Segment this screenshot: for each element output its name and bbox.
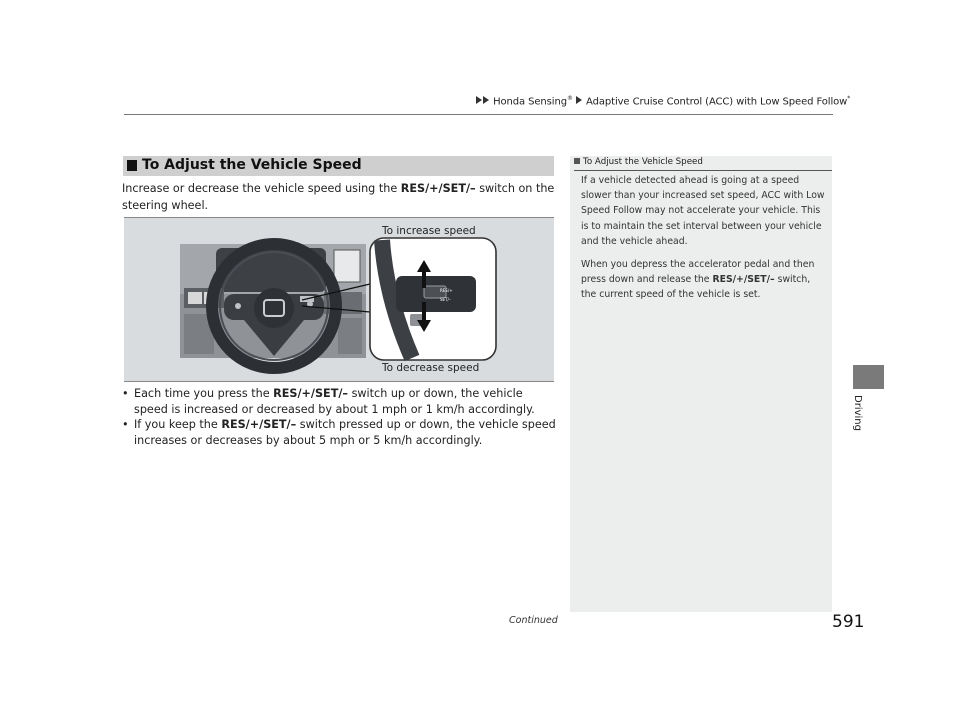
switch-name: RES/+/SET/–	[400, 182, 476, 195]
steering-wheel-figure	[124, 217, 554, 382]
footnote-mark: *	[847, 95, 851, 102]
chapter-tab-label: Driving	[852, 395, 863, 431]
breadcrumb	[476, 95, 850, 107]
page-number: 591	[832, 612, 865, 632]
bullet-item: • Each time you press the RES/+/SET/– switch up or down, the vehicle speed is increased or decreased by about 1 mph or 1 km/h accordingly.	[122, 386, 556, 417]
section-title: To Adjust the Vehicle Speed	[142, 157, 362, 173]
header-rule	[124, 114, 833, 115]
registered-mark: ®	[566, 95, 573, 102]
steering-wheel-illustration	[124, 218, 554, 381]
decrease-speed-label: To decrease speed	[382, 362, 480, 374]
note-marker-icon	[574, 158, 580, 164]
bullet-list	[122, 386, 556, 448]
increase-speed-label: To increase speed	[382, 225, 476, 237]
note-paragraph: If a vehicle detected ahead is going at a speed slower than your increased set speed, ACC with Low Speed Follow may not accelerate your vehicle. This is to maintain the set interval between your vehicle and the vehicle ahead.	[581, 175, 825, 247]
continued-label: Continued	[509, 615, 558, 626]
note-rule	[574, 170, 832, 171]
section-square-icon	[127, 160, 137, 171]
bullet-item: • If you keep the RES/+/SET/– switch pressed up or down, the vehicle speed increases or decreases by about 5 mph or 5 km/h accordingly.	[122, 417, 556, 448]
note-title: To Adjust the Vehicle Speed	[574, 157, 703, 167]
breadcrumb-item-acc[interactable]: Adaptive Cruise Control (ACC) with Low Speed Follow	[586, 96, 848, 108]
breadcrumb-arrow-icon	[483, 96, 489, 104]
intro-paragraph: Increase or decrease the vehicle speed using the RES/+/SET/– switch on the steering wheel.	[122, 182, 555, 212]
set-switch-label: SET/–	[440, 297, 451, 302]
breadcrumb-arrow-icon	[576, 96, 582, 104]
note-paragraph: When you depress the accelerator pedal and then press down and release the RES/+/SET/– switch, the current speed of the vehicle is set.	[581, 259, 815, 301]
breadcrumb-item-honda-sensing[interactable]: Honda Sensing	[493, 96, 567, 108]
section-heading	[123, 156, 554, 176]
chapter-tab[interactable]	[853, 365, 884, 389]
note-body	[581, 173, 827, 311]
res-switch-label: RES/+	[440, 288, 453, 293]
breadcrumb-arrow-icon	[476, 96, 482, 104]
